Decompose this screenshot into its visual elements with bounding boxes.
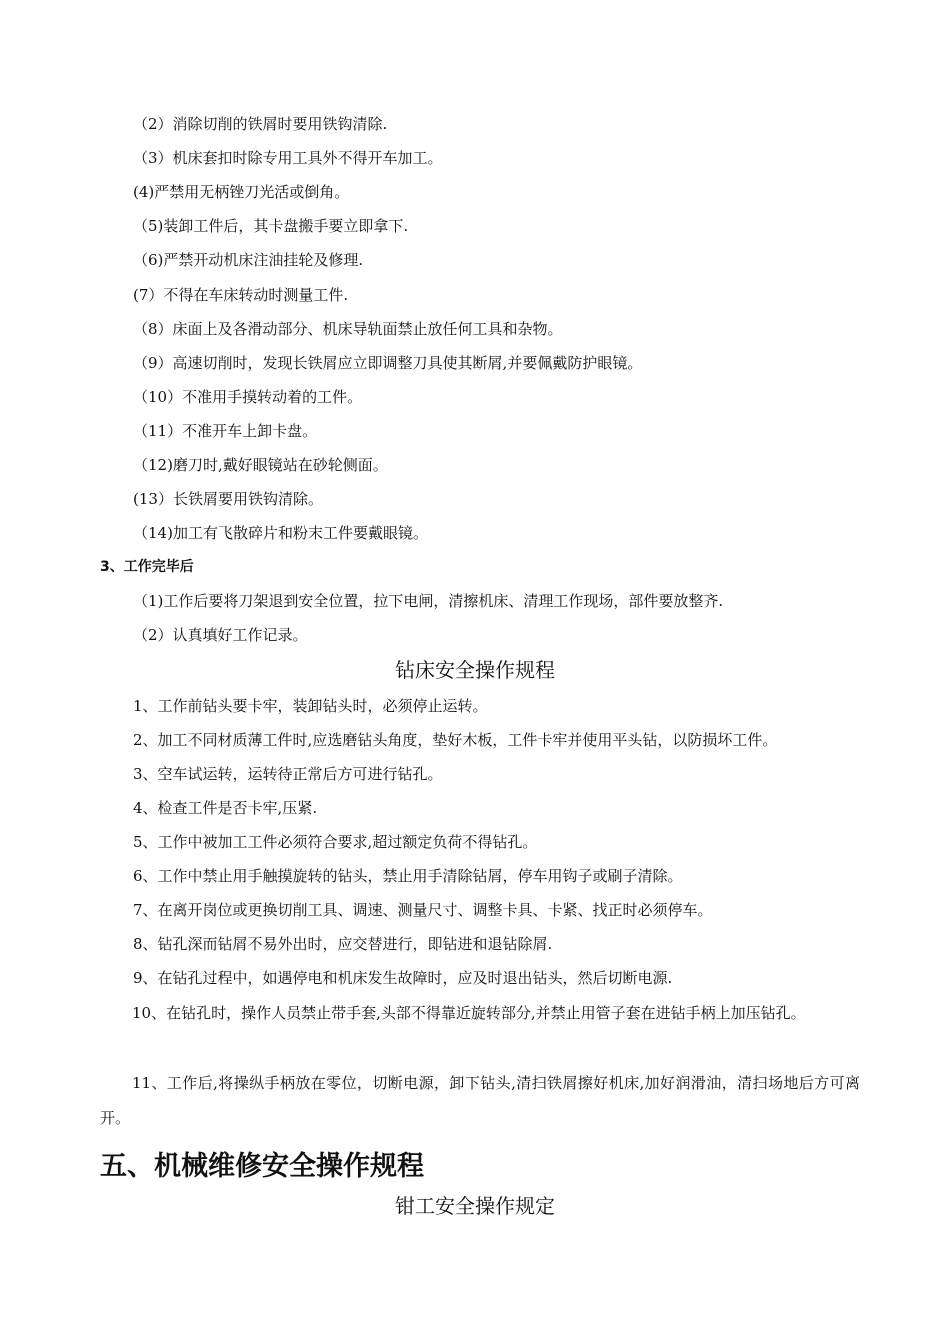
lathe-rule-2: （2）消除切削的铁屑时要用铁钩清除. bbox=[133, 115, 388, 133]
drill-rule-11: 11、工作后,将操纵手柄放在零位，切断电源，卸下钻头,清扫铁屑擦好机床,加好润滑油，清扫场地后方可离开。 bbox=[100, 1074, 860, 1127]
drill-rule-2: 2、加工不同材质薄工件时,应选磨钻头角度，垫好木板，工件卡牢并使用平头钻，以防损坏工件。 bbox=[133, 731, 778, 749]
drill-rule-4: 4、检查工件是否卡牢,压紧. bbox=[133, 799, 318, 817]
chapter-title: 五、机械维修安全操作规程 bbox=[100, 1151, 424, 1182]
after-work-item-1: （1)工作后要将刀架退到安全位置，拉下电闸，清擦机床、清理工作现场，部件要放整齐. bbox=[133, 592, 724, 610]
lathe-rule-13: (13）长铁屑要用铁钩清除。 bbox=[133, 490, 323, 508]
fitter-section-title: 钳工安全操作规定 bbox=[395, 1194, 555, 1218]
after-work-heading: 3、工作完毕后 bbox=[100, 559, 194, 575]
drill-rule-8: 8、钻孔深而钻屑不易外出时，应交替进行，即钻进和退钻除屑. bbox=[133, 935, 553, 953]
lathe-rule-5: （5)装卸工件后，其卡盘搬手要立即拿下. bbox=[133, 217, 409, 235]
after-work-item-2: （2）认真填好工作记录。 bbox=[133, 626, 308, 644]
lathe-rule-10: （10）不准用手摸转动着的工件。 bbox=[133, 388, 363, 406]
drill-rule-6: 6、工作中禁止用手触摸旋转的钻头，禁止用手清除钻屑，停车用钩子或刷子清除。 bbox=[133, 867, 683, 885]
drill-rule-7: 7、在离开岗位或更换切削工具、调速、测量尺寸、调整卡具、卡紧、找正时必须停车。 bbox=[133, 901, 713, 919]
lathe-rule-3: （3）机床套扣时除专用工具外不得开车加工。 bbox=[133, 149, 443, 167]
lathe-rule-4: (4)严禁用无柄锉刀光活或倒角。 bbox=[133, 183, 350, 201]
lathe-rule-7: (7）不得在车床转动时测量工件. bbox=[133, 286, 349, 304]
lathe-rule-6: （6)严禁开动机床注油挂轮及修理. bbox=[133, 251, 364, 269]
drill-rule-5: 5、工作中被加工工件必须符合要求,超过额定负荷不得钻孔。 bbox=[133, 833, 538, 851]
lathe-rule-12: （12)磨刀时,戴好眼镜站在砂轮侧面。 bbox=[133, 456, 388, 474]
lathe-rule-8: （8）床面上及各滑动部分、机床导轨面禁止放任何工具和杂物。 bbox=[133, 320, 563, 338]
drill-rule-3: 3、空车试运转，运转待正常后方可进行钻孔。 bbox=[133, 765, 443, 783]
drill-rule-10: 10、在钻孔时，操作人员禁止带手套,头部不得靠近旋转部分,并禁止用管子套在进钻手柄上加压钻孔。 bbox=[132, 1004, 806, 1022]
lathe-rule-9: （9）高速切削时，发现长铁屑应立即调整刀具使其断屑,并要佩戴防护眼镜。 bbox=[133, 354, 643, 372]
drill-rule-9: 9、在钻孔过程中，如遇停电和机床发生故障时，应及时退出钻头，然后切断电源. bbox=[133, 969, 673, 987]
drill-rule-1: 1、工作前钻头要卡牢，装卸钻头时，必须停止运转。 bbox=[133, 697, 488, 715]
lathe-rule-14: （14)加工有飞散碎片和粉末工件要戴眼镜。 bbox=[133, 524, 428, 542]
lathe-rule-11: （11）不准开车上卸卡盘。 bbox=[133, 422, 318, 440]
drill-section-title: 钻床安全操作规程 bbox=[395, 658, 555, 682]
